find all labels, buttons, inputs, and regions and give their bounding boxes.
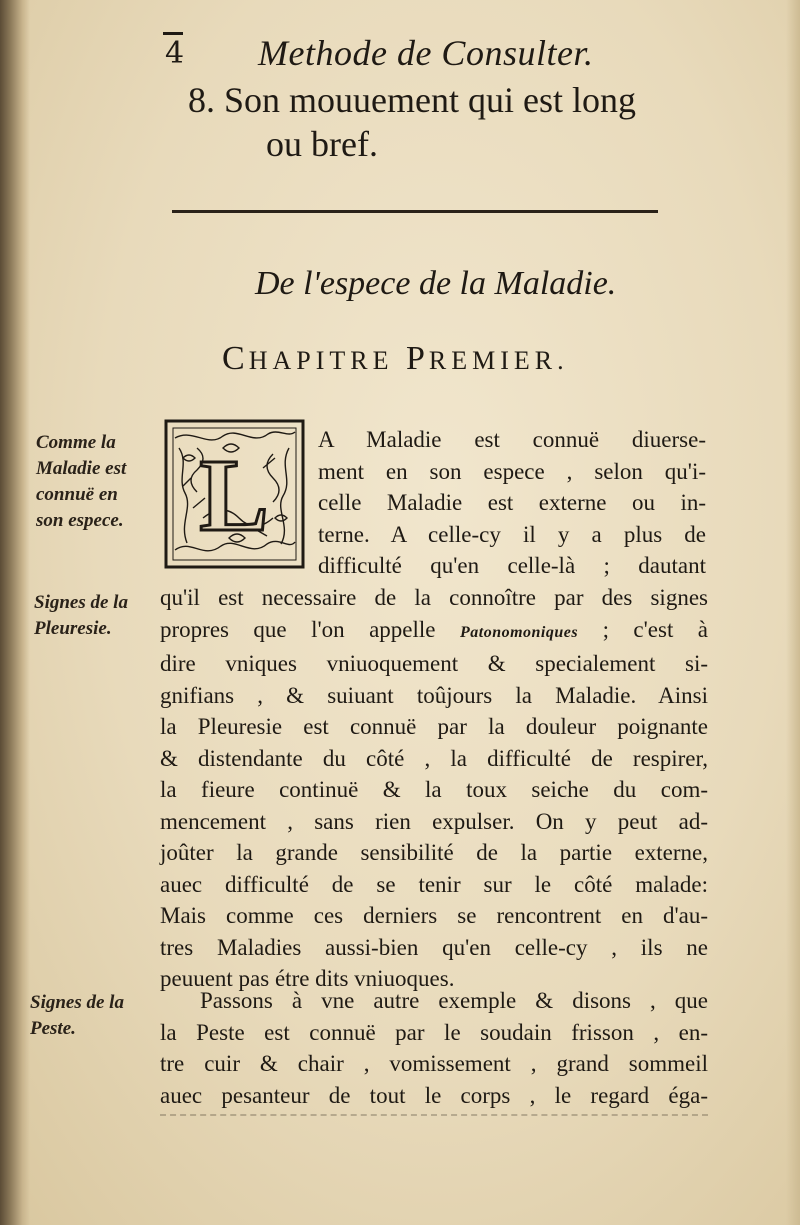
margin-note-line: connuë en xyxy=(36,484,118,505)
text-line: la Peste est connuë par le soudain frisson , en- xyxy=(160,1019,708,1045)
text-line: ment en son espece , selon qu'i- xyxy=(318,458,706,484)
margin-note-line: Maladie est xyxy=(36,458,127,479)
text-line: auec pesanteur de tout le corps , le regard éga- xyxy=(160,1082,708,1108)
text-line: & distendante du côté , la difficulté de respirer, xyxy=(160,745,708,771)
text-line: Mais comme ces derniers se rencontrent en d'au- xyxy=(160,903,708,928)
margin-note-comme-la-maladie xyxy=(36,430,161,534)
text-fragment: propres que l'on appelle xyxy=(160,616,436,642)
text-line: mencement , sans rien expulser. On y peut ad- xyxy=(160,808,708,834)
text-line: difficulté qu'en celle-là ; dautant xyxy=(318,553,706,578)
item-8-line-2: ou bref. xyxy=(266,124,378,164)
text-line: la Pleuresie est connuë par la douleur poignante xyxy=(160,714,708,739)
text-line: Passons à vne autre exemple & disons , que xyxy=(200,988,708,1013)
margin-note-signes-peste xyxy=(30,990,155,1042)
text-line: la fieure continuë & la toux seiche du com- xyxy=(160,777,708,802)
margin-note-signes-pleuresie xyxy=(34,590,159,642)
paragraph-2 xyxy=(160,985,708,1111)
margin-note-line: son espece. xyxy=(36,510,124,531)
paragraph-1-continuation xyxy=(160,582,708,995)
text-line: celle Maladie est externe ou in- xyxy=(318,490,706,515)
section-divider-rule xyxy=(172,210,658,213)
bleed-through-line xyxy=(160,1114,708,1116)
ornamental-dropcap-l xyxy=(163,418,306,570)
term-patonomoniques: Patonomoniques xyxy=(459,623,579,641)
chapter-title xyxy=(222,340,569,378)
text-line: gnifians , & suiuant toûjours la Maladie. Ainsi xyxy=(160,682,708,708)
text-line: qu'il est necessaire de la connoître par des signes xyxy=(160,585,708,610)
item-8-line-1: 8. Son mouuement qui est long xyxy=(188,80,636,120)
running-head: Methode de Consulter. xyxy=(258,33,594,73)
text-line: auec difficulté de se tenir sur le côté malade: xyxy=(160,871,708,897)
page-edge-shadow xyxy=(786,0,800,1225)
margin-note-line: Pleuresie. xyxy=(34,618,112,639)
paragraph-1-opening xyxy=(318,424,706,582)
page-number: 4 xyxy=(165,36,185,71)
margin-note-line: Signes de la xyxy=(34,592,128,613)
text-line: tres Maladies aussi-bien qu'en celle-cy , ils ne xyxy=(160,934,708,960)
text-fragment: ; c'est à xyxy=(602,616,708,642)
chapter-title-word-2: REMIER. xyxy=(428,346,569,375)
section-title: De l'espece de la Maladie. xyxy=(255,265,617,302)
text-line: joûter la grande sensibilité de la partie externe, xyxy=(160,840,708,865)
margin-note-line: Signes de la xyxy=(30,992,124,1013)
text-line: peuuent pas étre dits vniuoques. xyxy=(160,966,455,991)
text-line-with-term xyxy=(160,614,708,649)
numbered-item-8 xyxy=(188,78,748,166)
margin-note-line: Comme la xyxy=(36,432,116,453)
chapter-title-initial-2: P xyxy=(405,340,429,377)
text-line: dire vniques vniuoquement & specialement si- xyxy=(160,651,708,676)
margin-note-line: Peste. xyxy=(30,1018,76,1039)
chapter-title-word-1: HAPITRE xyxy=(248,346,394,375)
text-line: tre cuir & chair , vomissement , grand sommeil xyxy=(160,1051,708,1076)
dropcap-letter: L xyxy=(199,438,269,553)
text-line: A Maladie est connuë diuerse- xyxy=(318,427,706,452)
chapter-title-initial-1: C xyxy=(222,340,249,377)
text-line: terne. A celle-cy il y a plus de xyxy=(318,521,706,547)
book-binding-shadow xyxy=(0,0,30,1225)
